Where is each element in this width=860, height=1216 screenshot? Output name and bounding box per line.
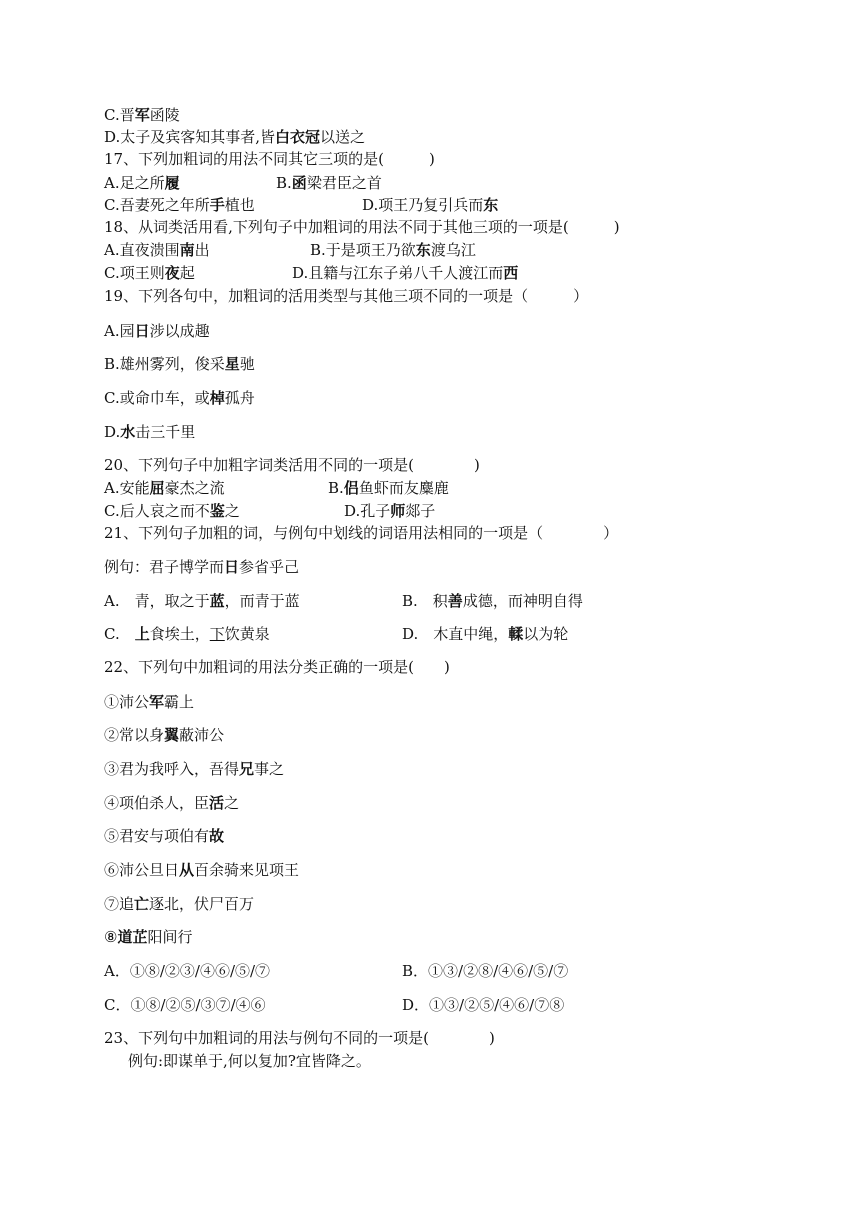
line-q20cd bbox=[104, 500, 804, 522]
text-run: 参省乎己 bbox=[239, 558, 300, 576]
text-run: B. bbox=[276, 174, 292, 192]
line-q19c bbox=[104, 387, 255, 409]
text-run: 梁君臣之首 bbox=[306, 174, 382, 192]
text-run: 18、从词类活用看,下列句子中加粗词的用法不同于其他三项的一项是( ) bbox=[104, 218, 620, 236]
line-q22s6 bbox=[104, 859, 299, 881]
bold-term: 亡 bbox=[134, 895, 150, 913]
bold-term: 善 bbox=[447, 592, 463, 610]
line-l2 bbox=[104, 126, 365, 148]
text-run: C．①⑧/②⑤/③⑦/④⑥ bbox=[104, 996, 266, 1014]
text-run: 阳间行 bbox=[147, 928, 193, 946]
option-column bbox=[104, 262, 195, 284]
line-q22s8 bbox=[104, 926, 192, 948]
option-column bbox=[310, 239, 476, 261]
bold-term: 军 bbox=[134, 106, 150, 124]
text-run: C.吾妻死之年所 bbox=[104, 196, 210, 214]
bold-term: 东 bbox=[483, 196, 499, 214]
text-run: 渡乌江 bbox=[430, 241, 476, 259]
line-q22cd bbox=[104, 994, 804, 1016]
bold-term: 侣 bbox=[343, 479, 359, 497]
bold-term: 上 bbox=[134, 625, 150, 643]
text-run: 鱼虾而友麋鹿 bbox=[358, 479, 449, 497]
text-run: 起 bbox=[179, 264, 195, 282]
text-run: ①沛公 bbox=[104, 693, 150, 711]
text-run: B.雄州雾列，俊采 bbox=[104, 355, 225, 373]
text-run: ③君为我呼入，吾得 bbox=[104, 760, 240, 778]
line-q19b bbox=[104, 353, 255, 375]
text-run: C.或命巾车，或 bbox=[104, 389, 210, 407]
text-run: 20、下列句子中加粗字词类活用不同的一项是( ) bbox=[104, 456, 480, 474]
line-q22s2 bbox=[104, 724, 224, 746]
text-run: D. bbox=[104, 423, 121, 441]
text-run: 驰 bbox=[239, 355, 255, 373]
line-q19 bbox=[104, 285, 588, 307]
line-q20ab bbox=[104, 477, 804, 499]
text-run: 之 bbox=[224, 794, 240, 812]
option-column bbox=[402, 994, 564, 1016]
text-run: 例句:即谋单于,何以复加?宜皆降之。 bbox=[128, 1052, 371, 1070]
bold-term: 兄 bbox=[239, 760, 255, 778]
line-q17ab bbox=[104, 172, 804, 194]
text-run: 事之 bbox=[254, 760, 285, 778]
bold-term: 鉴 bbox=[209, 502, 225, 520]
bold-term: 白衣冠 bbox=[275, 128, 321, 146]
bold-term: 夜 bbox=[164, 264, 180, 282]
text-run: A．①⑧/②③/④⑥/⑤/⑦ bbox=[104, 962, 271, 980]
line-q20 bbox=[104, 454, 480, 476]
text-run: 植也 bbox=[224, 196, 255, 214]
bold-term: 道芷 bbox=[117, 928, 148, 946]
bold-term: 手 bbox=[209, 196, 225, 214]
text-run: 例句：君子博学而 bbox=[104, 558, 225, 576]
text-run: 饮黄泉 bbox=[224, 625, 270, 643]
text-run: 17、下列加粗词的用法不同其它三项的是( ) bbox=[104, 150, 435, 168]
text-run: C.项王则 bbox=[104, 264, 165, 282]
line-q17 bbox=[104, 148, 435, 170]
bold-term: 从 bbox=[179, 861, 195, 879]
bold-term: 师 bbox=[390, 502, 406, 520]
text-run: ②常以身 bbox=[104, 726, 165, 744]
text-run: C.后人哀之而不 bbox=[104, 502, 210, 520]
text-run: 19、下列各句中，加粗词的活用类型与其他三项不同的一项是（ ） bbox=[104, 287, 589, 305]
option-column bbox=[328, 477, 449, 499]
text-run: 出 bbox=[194, 241, 210, 259]
text-run: 郯子 bbox=[405, 502, 436, 520]
bold-term: 棹 bbox=[209, 389, 225, 407]
text-run: D．①③/②⑤/④⑥/⑦⑧ bbox=[402, 996, 565, 1014]
text-run: A.园 bbox=[104, 322, 135, 340]
text-run: ⑥沛公旦日 bbox=[104, 861, 180, 879]
option-column bbox=[104, 590, 300, 612]
text-run: 成德，而神明自得 bbox=[462, 592, 583, 610]
bold-term: 东 bbox=[415, 241, 431, 259]
text-run: 之 bbox=[224, 502, 240, 520]
option-column bbox=[104, 477, 225, 499]
text-run: 21、下列句子加粗的词，与例句中划线的词语用法相同的一项是（ ） bbox=[104, 524, 619, 542]
line-q18 bbox=[104, 216, 620, 238]
line-q23ex bbox=[128, 1050, 371, 1072]
text-run: C.晋 bbox=[104, 106, 135, 124]
text-run: B．①③/②⑧/④⑥/⑤/⑦ bbox=[402, 962, 569, 980]
line-q23 bbox=[104, 1027, 495, 1049]
bold-term: 故 bbox=[209, 827, 225, 845]
text-run: 击三千里 bbox=[135, 423, 196, 441]
text-run: D.项王乃复引兵而 bbox=[362, 196, 484, 214]
bold-term: 军 bbox=[149, 693, 165, 711]
text-run: ④项伯杀人，臣 bbox=[104, 794, 210, 812]
bold-term: 西 bbox=[503, 264, 519, 282]
option-column bbox=[104, 960, 270, 982]
text-run: 22、下列句中加粗词的用法分类正确的一项是( ) bbox=[104, 658, 450, 676]
line-q17cd bbox=[104, 194, 804, 216]
text-run: B. 积 bbox=[402, 592, 448, 610]
line-q21ab bbox=[104, 590, 804, 612]
bold-term: 星 bbox=[224, 355, 240, 373]
text-run: D.太子及宾客知其事者,皆 bbox=[104, 128, 276, 146]
line-q19a bbox=[104, 320, 210, 342]
bold-term: 履 bbox=[164, 174, 180, 192]
text-run: 豪杰之流 bbox=[164, 479, 225, 497]
option-column bbox=[292, 262, 518, 284]
line-q22s3 bbox=[104, 758, 284, 780]
line-q21ex bbox=[104, 556, 299, 578]
line-q22ab bbox=[104, 960, 804, 982]
text-run: ⑦追 bbox=[104, 895, 135, 913]
option-column bbox=[104, 194, 255, 216]
line-q22s7 bbox=[104, 893, 254, 915]
line-q18ab bbox=[104, 239, 804, 261]
text-run: 涉以成趣 bbox=[149, 322, 210, 340]
text-run: ，而青于蓝 bbox=[224, 592, 300, 610]
bold-term: 日 bbox=[134, 322, 150, 340]
text-run: D.孔子 bbox=[344, 502, 391, 520]
line-q19d bbox=[104, 421, 195, 443]
option-column bbox=[362, 194, 498, 216]
option-column bbox=[402, 960, 568, 982]
option-column bbox=[104, 994, 266, 1016]
text-run: 以为轮 bbox=[523, 625, 569, 643]
line-q18cd bbox=[104, 262, 804, 284]
option-column bbox=[344, 500, 435, 522]
bold-term: 屈 bbox=[149, 479, 165, 497]
text-run: D. 木直中绳， bbox=[402, 625, 509, 643]
text-run: C. bbox=[104, 625, 135, 643]
line-q22 bbox=[104, 656, 450, 678]
line-q21cd bbox=[104, 623, 804, 645]
bold-term: 蓝 bbox=[209, 592, 225, 610]
bold-term: 活 bbox=[209, 794, 225, 812]
text-run: A.足之所 bbox=[104, 174, 165, 192]
option-column bbox=[402, 590, 583, 612]
text-run: ⑤君安与项伯有 bbox=[104, 827, 210, 845]
text-run: A. 青，取之于 bbox=[104, 592, 210, 610]
bold-term: 水 bbox=[120, 423, 136, 441]
text-run: 蔽沛公 bbox=[179, 726, 225, 744]
text-run: B. bbox=[328, 479, 344, 497]
option-column bbox=[104, 623, 270, 645]
text-run: A.直夜溃围 bbox=[104, 241, 180, 259]
option-column bbox=[276, 172, 382, 194]
text-run: 23、下列句中加粗词的用法与例句不同的一项是( ) bbox=[104, 1029, 495, 1047]
text-run: 孤舟 bbox=[224, 389, 255, 407]
bold-term: 南 bbox=[179, 241, 195, 259]
bold-term: 日 bbox=[224, 558, 240, 576]
text-run: 以送之 bbox=[320, 128, 366, 146]
line-q22s1 bbox=[104, 691, 194, 713]
bold-term: 輮 bbox=[508, 625, 524, 643]
option-column bbox=[104, 500, 240, 522]
underlined-term: 下 bbox=[209, 625, 225, 643]
bold-term: 函 bbox=[291, 174, 307, 192]
line-l1 bbox=[104, 104, 180, 126]
text-run: 逐北，伏尸百万 bbox=[149, 895, 255, 913]
text-run: 百余骑来见项王 bbox=[194, 861, 300, 879]
text-run: 食埃土， bbox=[149, 625, 210, 643]
text-run: 函陵 bbox=[149, 106, 180, 124]
text-run: D.且籍与江东子弟八千人渡江而 bbox=[292, 264, 504, 282]
text-run: B.于是项王乃欲 bbox=[310, 241, 416, 259]
option-column bbox=[104, 239, 210, 261]
text-run: A.安能 bbox=[104, 479, 150, 497]
bold-term: 翼 bbox=[164, 726, 180, 744]
text-run: 霸上 bbox=[164, 693, 195, 711]
text-run: ⑧ bbox=[104, 928, 118, 946]
line-q21 bbox=[104, 522, 618, 544]
line-q22s4 bbox=[104, 792, 239, 814]
option-column bbox=[402, 623, 568, 645]
line-q22s5 bbox=[104, 825, 224, 847]
option-column bbox=[104, 172, 180, 194]
